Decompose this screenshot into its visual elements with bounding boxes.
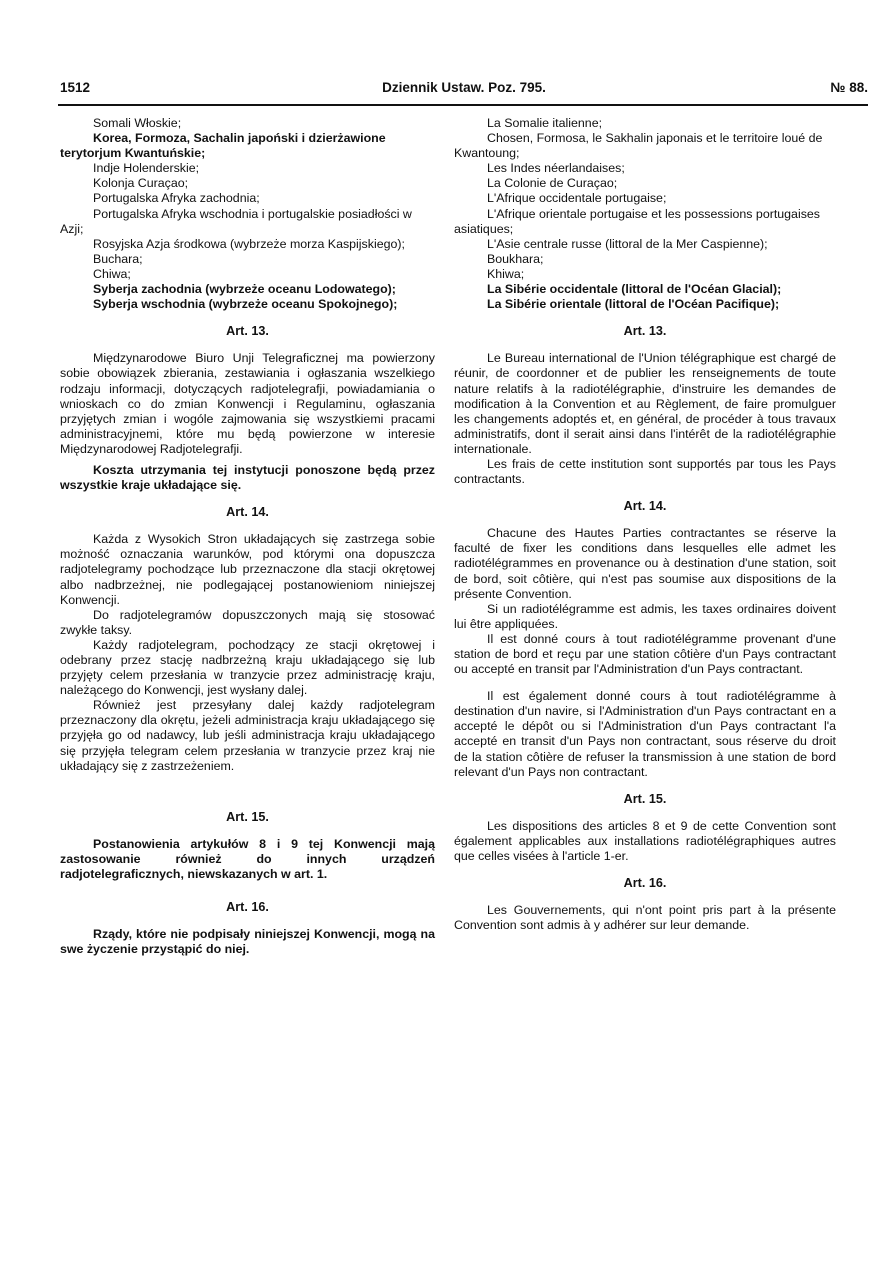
- article-13-heading: Art. 13.: [623, 324, 667, 339]
- territory-item: Chiwa;: [93, 266, 131, 281]
- territory-item: L'Asie centrale russe (littoral de la Mer Caspienne);: [487, 236, 768, 251]
- article-14-paragraph: Również jest przesyłany dalej każdy radjotelegram przeznaczony dla okrętu, jeżeli administracja kraju układającego się przyjęła go od nadawcy, lub jeśli administracja kraju układającego się przyjęła telegram celem przesłania w tranzycie przez kraj nie układający się z zastrzeżeniem.: [60, 698, 435, 773]
- article-13-paragraph: Les frais de cette institution sont supportés par tous les Pays contractants.: [454, 456, 836, 487]
- article-14-paragraph: Do radjotelegramów dopuszczonych mają się stosować zwykłe taksy.: [60, 607, 435, 637]
- territory-item: Indje Holenderskie;: [93, 161, 200, 176]
- article-14-paragraph: Każdy radjotelegram, pochodzący ze stacji okrętowej i odebrany przez stację nadbrzeżną kraju układającego się lub przyjęty celem przesłania w tranzycie przez administrację kraju, należącego do Konwencji, jest wysłany dalej.: [60, 637, 435, 698]
- article-15-heading: Art. 15.: [226, 809, 269, 824]
- territory-item: L'Afrique orientale portugaise et les possessions portugaises asiatiques;: [454, 206, 820, 236]
- territory-item: Boukhara;: [487, 251, 544, 266]
- french-column: [454, 116, 836, 933]
- issue-number: № 88.: [830, 80, 868, 95]
- article-16-paragraph: Rządy, które nie podpisały niniejszej Konwencji, mogą na swe życzenie przystąpić do niej.: [60, 927, 435, 957]
- territory-item: Kolonja Curaçao;: [93, 176, 189, 191]
- territory-item: Rosyjska Azja środkowa (wybrzeże morza Kaspijskiego);: [93, 236, 405, 251]
- page-header: [60, 80, 868, 100]
- article-14-heading: Art. 14.: [623, 499, 667, 514]
- article-14-paragraph: Chacune des Hautes Parties contractantes se réserve la faculté de fixer les conditions dans lesquelles elle admet les radiotélégrammes en provenance ou à destination d'une station, soit de bord, soit côtière, qui n'est pas soumise aux dispositions de la présente Convention.: [454, 526, 836, 601]
- territory-item: L'Afrique occidentale portugaise;: [487, 191, 667, 206]
- polish-column: [60, 116, 435, 957]
- journal-title: Dziennik Ustaw. Poz. 795.: [382, 80, 546, 95]
- article-15-heading: Art. 15.: [623, 791, 667, 806]
- article-13-paragraph: Le Bureau international de l'Union télégraphique est chargé de réunir, de coordonner et de publier les renseignements de toute nature relatifs à la radiotélégraphie, d'instruire les demandes de modification à la Convention et au Règlement, de faire promulguer les changements adoptés et, en général, de procéder à tous travaux administratifs, dont il serait ainsi dans l'intérêt de la radiotélégraphie internationale.: [454, 351, 836, 456]
- page-number: 1512: [60, 80, 91, 95]
- territory-item: Portugalska Afryka zachodnia;: [93, 191, 260, 206]
- header-rule: [58, 104, 868, 106]
- article-16-paragraph: Les Gouvernements, qui n'ont point pris part à la présente Convention sont admis à y adhérer sur leur demande.: [454, 903, 836, 933]
- territory-item: Chosen, Formosa, le Sakhalin japonais et le territoire loué de Kwantoung;: [454, 131, 823, 161]
- article-14-paragraph: Si un radiotélégramme est admis, les taxes ordinaires doivent lui être appliquées.: [454, 601, 836, 631]
- territory-item: La Somalie italienne;: [487, 116, 603, 130]
- article-15-paragraph: Les dispositions des articles 8 et 9 de cette Convention sont également applicables aux installations radiotélégraphiques autres que celles visées à l'article 1-er.: [454, 818, 836, 864]
- article-16-heading: Art. 16.: [226, 900, 269, 915]
- territory-item: Les Indes néerlandaises;: [487, 161, 625, 176]
- article-14-heading: Art. 14.: [226, 505, 269, 520]
- territory-item: La Colonie de Curaçao;: [487, 176, 618, 191]
- article-14-paragraph: Każda z Wysokich Stron układających się zastrzega sobie możność oznaczania warunków, pod którymi ona dopuszcza radjotelegramy pochodzące lub przeznaczone dla stacji okrętowej albo nadbrzeżnej, nie podlegającej postanowieniom niniejszej Konwencji.: [60, 532, 435, 607]
- territory-item: Buchara;: [93, 251, 143, 266]
- territory-item: Somali Włoskie;: [93, 116, 182, 130]
- article-13-heading: Art. 13.: [226, 324, 269, 339]
- territory-item: Khiwa;: [487, 266, 525, 281]
- article-13-paragraph: Międzynarodowe Biuro Unji Telegraficznej ma powierzony sobie obowiązek zbierania, zestawiania i ogłaszania wszelkiego rodzaju informacji, dotyczących radjotelegrafji, powiadamiania o wnioskach co do zmian Konwencji i Regulaminu, ogłaszania przyjętych zmian i wogóle zajmowania się wszystkiemi pracami administracyjnemi, które mu będą powierzone w interesie Międzynarodowej Radjotelegrafji.: [60, 351, 435, 456]
- article-16-heading: Art. 16.: [623, 876, 667, 891]
- territory-item: La Sibérie orientale (littoral de l'Océan Pacifique);: [487, 297, 780, 312]
- territory-item: Korea, Formoza, Sachalin japoński i dzierżawione terytorjum Kwantuńskie;: [60, 131, 386, 161]
- article-15-paragraph: Postanowienia artykułów 8 i 9 tej Konwencji mają zastosowanie również do innych urządzeń radjotelegraficznych, niewskazanych w art. 1.: [60, 836, 435, 882]
- territory-item: La Sibérie occidentale (littoral de l'Océan Glacial);: [487, 282, 782, 297]
- article-14-paragraph: Il est donné cours à tout radiotélégramme provenant d'une station de bord et reçu par une station côtière d'un Pays contractant ou accepté en transit par l'Administration d'un Pays contractant.: [454, 631, 836, 677]
- article-13-paragraph: Koszta utrzymania tej instytucji ponoszone będą przez wszystkie kraje układające się.: [60, 462, 435, 493]
- territory-item: Syberja zachodnia (wybrzeże oceanu Lodowatego);: [93, 282, 396, 297]
- article-14-paragraph: Il est également donné cours à tout radiotélégramme à destination d'un navire, si l'Administration d'un Pays contractant en a accepté le dépôt ou si l'Administration d'un Pays contractant l'a accepté en transit d'un Pays non contractant, sous réserve du droit de la station côtière de refuser la transmission à une station de bord relevant d'un Pays non contractant.: [454, 689, 836, 779]
- territory-item: Portugalska Afryka wschodnia i portugalskie posiadłości w Azji;: [60, 206, 412, 236]
- territory-item: Syberja wschodnia (wybrzeże oceanu Spokojnego);: [93, 297, 398, 312]
